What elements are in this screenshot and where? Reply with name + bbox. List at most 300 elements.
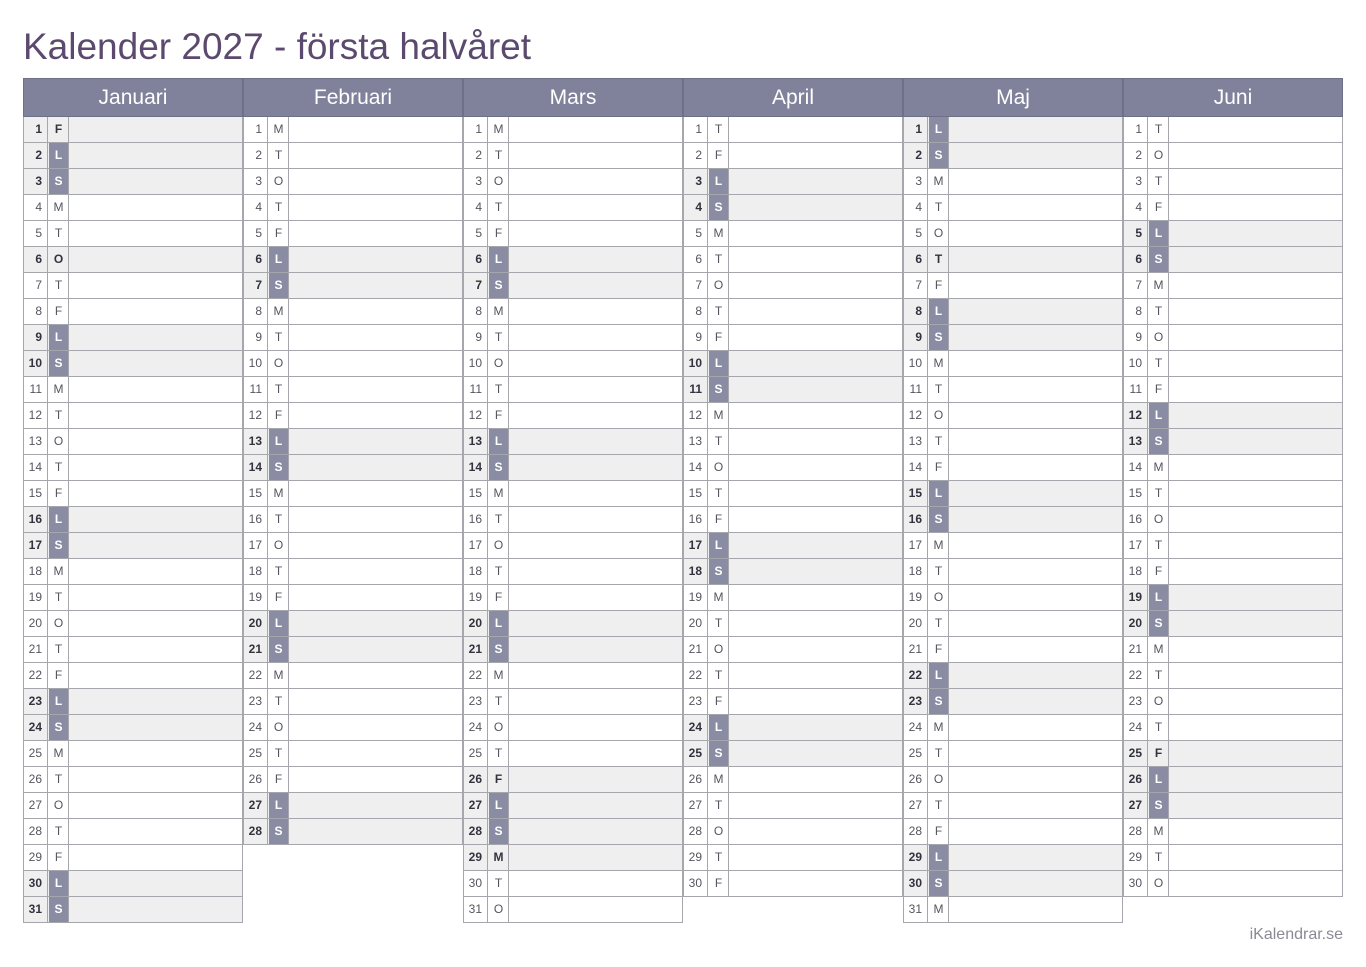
day-number: 7 bbox=[684, 273, 708, 298]
day-number: 19 bbox=[684, 585, 708, 610]
note-cell[interactable] bbox=[729, 117, 902, 142]
weekday-letter: M bbox=[489, 117, 509, 142]
note-cell[interactable] bbox=[509, 897, 682, 922]
weekday-letter: M bbox=[929, 533, 949, 558]
note-cell[interactable] bbox=[289, 117, 462, 142]
day-number: 21 bbox=[24, 637, 48, 662]
day-row bbox=[243, 299, 463, 325]
note-cell[interactable] bbox=[949, 351, 1122, 376]
weekday-letter: F bbox=[489, 585, 509, 610]
note-cell[interactable] bbox=[1169, 637, 1342, 662]
day-number: 20 bbox=[904, 611, 928, 636]
note-cell[interactable] bbox=[509, 481, 682, 506]
note-cell[interactable] bbox=[949, 767, 1122, 792]
note-cell[interactable] bbox=[1169, 663, 1342, 688]
note-cell[interactable] bbox=[949, 715, 1122, 740]
day-row bbox=[243, 793, 463, 819]
note-cell[interactable] bbox=[509, 741, 682, 766]
note-cell[interactable] bbox=[509, 793, 682, 818]
day-number: 21 bbox=[904, 637, 928, 662]
weekday-letter: M bbox=[49, 377, 69, 402]
note-cell[interactable] bbox=[1169, 507, 1342, 532]
note-cell[interactable] bbox=[289, 325, 462, 350]
day-row bbox=[1123, 585, 1343, 611]
weekday-letter: M bbox=[269, 663, 289, 688]
day-row bbox=[903, 689, 1123, 715]
note-cell[interactable] bbox=[949, 741, 1122, 766]
note-cell[interactable] bbox=[1169, 117, 1342, 142]
weekday-letter: T bbox=[709, 793, 729, 818]
note-cell[interactable] bbox=[69, 507, 242, 532]
day-number: 9 bbox=[24, 325, 48, 350]
note-cell[interactable] bbox=[949, 195, 1122, 220]
note-cell[interactable] bbox=[1169, 273, 1342, 298]
note-cell[interactable] bbox=[1169, 429, 1342, 454]
day-number: 4 bbox=[1124, 195, 1148, 220]
note-cell[interactable] bbox=[729, 169, 902, 194]
note-cell[interactable] bbox=[69, 741, 242, 766]
day-row bbox=[23, 897, 243, 923]
note-cell[interactable] bbox=[949, 377, 1122, 402]
day-row bbox=[1123, 637, 1343, 663]
month-header: Juni bbox=[1123, 78, 1343, 117]
note-cell[interactable] bbox=[289, 377, 462, 402]
note-cell[interactable] bbox=[509, 871, 682, 896]
note-cell[interactable] bbox=[69, 299, 242, 324]
note-cell[interactable] bbox=[289, 559, 462, 584]
day-row bbox=[23, 273, 243, 299]
note-cell[interactable] bbox=[729, 403, 902, 428]
note-cell[interactable] bbox=[729, 273, 902, 298]
weekday-letter: O bbox=[49, 611, 69, 636]
note-cell[interactable] bbox=[289, 429, 462, 454]
month-column bbox=[903, 78, 1123, 923]
day-row bbox=[243, 273, 463, 299]
day-number: 29 bbox=[24, 845, 48, 870]
note-cell[interactable] bbox=[69, 117, 242, 142]
day-number: 6 bbox=[1124, 247, 1148, 272]
day-number: 28 bbox=[904, 819, 928, 844]
day-row bbox=[243, 455, 463, 481]
note-cell[interactable] bbox=[949, 793, 1122, 818]
day-number: 12 bbox=[464, 403, 488, 428]
note-cell[interactable] bbox=[69, 689, 242, 714]
note-cell[interactable] bbox=[729, 871, 902, 896]
note-cell[interactable] bbox=[949, 117, 1122, 142]
weekday-letter: S bbox=[709, 741, 729, 766]
day-number: 23 bbox=[1124, 689, 1148, 714]
weekday-letter: M bbox=[709, 221, 729, 246]
day-number: 24 bbox=[464, 715, 488, 740]
note-cell[interactable] bbox=[509, 325, 682, 350]
note-cell[interactable] bbox=[289, 585, 462, 610]
weekday-letter: M bbox=[49, 195, 69, 220]
day-number: 18 bbox=[684, 559, 708, 584]
day-number: 10 bbox=[244, 351, 268, 376]
note-cell[interactable] bbox=[69, 767, 242, 792]
weekday-letter: M bbox=[929, 897, 949, 922]
note-cell[interactable] bbox=[509, 663, 682, 688]
note-cell[interactable] bbox=[1169, 169, 1342, 194]
note-cell[interactable] bbox=[949, 325, 1122, 350]
note-cell[interactable] bbox=[509, 819, 682, 844]
note-cell[interactable] bbox=[729, 325, 902, 350]
note-cell[interactable] bbox=[69, 637, 242, 662]
note-cell[interactable] bbox=[949, 819, 1122, 844]
note-cell[interactable] bbox=[949, 689, 1122, 714]
note-cell[interactable] bbox=[1169, 871, 1342, 896]
note-cell[interactable] bbox=[1169, 715, 1342, 740]
note-cell[interactable] bbox=[1169, 585, 1342, 610]
note-cell[interactable] bbox=[1169, 481, 1342, 506]
note-cell[interactable] bbox=[289, 143, 462, 168]
note-cell[interactable] bbox=[509, 455, 682, 480]
note-cell[interactable] bbox=[289, 169, 462, 194]
day-row bbox=[1123, 793, 1343, 819]
weekday-letter: F bbox=[1149, 377, 1169, 402]
note-cell[interactable] bbox=[729, 143, 902, 168]
note-cell[interactable] bbox=[509, 117, 682, 142]
note-cell[interactable] bbox=[1169, 247, 1342, 272]
weekday-letter: T bbox=[269, 559, 289, 584]
note-cell[interactable] bbox=[729, 559, 902, 584]
note-cell[interactable] bbox=[729, 481, 902, 506]
weekday-letter: F bbox=[929, 273, 949, 298]
note-cell[interactable] bbox=[949, 559, 1122, 584]
note-cell[interactable] bbox=[1169, 767, 1342, 792]
note-cell[interactable] bbox=[69, 377, 242, 402]
note-cell[interactable] bbox=[69, 403, 242, 428]
note-cell[interactable] bbox=[949, 221, 1122, 246]
note-cell[interactable] bbox=[729, 845, 902, 870]
weekday-letter: T bbox=[49, 585, 69, 610]
note-cell[interactable] bbox=[69, 247, 242, 272]
note-cell[interactable] bbox=[729, 715, 902, 740]
note-cell[interactable] bbox=[289, 741, 462, 766]
day-row bbox=[1123, 611, 1343, 637]
note-cell[interactable] bbox=[289, 819, 462, 844]
note-cell[interactable] bbox=[69, 871, 242, 896]
note-cell[interactable] bbox=[729, 195, 902, 220]
note-cell[interactable] bbox=[1169, 325, 1342, 350]
note-cell[interactable] bbox=[509, 559, 682, 584]
weekday-letter: F bbox=[929, 637, 949, 662]
note-cell[interactable] bbox=[1169, 689, 1342, 714]
note-cell[interactable] bbox=[509, 715, 682, 740]
note-cell[interactable] bbox=[69, 273, 242, 298]
note-cell[interactable] bbox=[949, 429, 1122, 454]
note-cell[interactable] bbox=[69, 533, 242, 558]
day-row bbox=[903, 897, 1123, 923]
weekday-letter: F bbox=[929, 455, 949, 480]
day-list bbox=[463, 117, 683, 923]
note-cell[interactable] bbox=[1169, 377, 1342, 402]
weekday-letter: T bbox=[49, 221, 69, 246]
day-row bbox=[463, 481, 683, 507]
day-number: 11 bbox=[1124, 377, 1148, 402]
day-number: 7 bbox=[904, 273, 928, 298]
note-cell[interactable] bbox=[949, 299, 1122, 324]
day-number: 18 bbox=[464, 559, 488, 584]
day-row bbox=[683, 585, 903, 611]
note-cell[interactable] bbox=[509, 377, 682, 402]
day-row bbox=[23, 429, 243, 455]
note-cell[interactable] bbox=[1169, 455, 1342, 480]
day-row bbox=[243, 143, 463, 169]
day-row bbox=[23, 377, 243, 403]
note-cell[interactable] bbox=[949, 871, 1122, 896]
note-cell[interactable] bbox=[949, 481, 1122, 506]
note-cell[interactable] bbox=[949, 585, 1122, 610]
day-number: 15 bbox=[464, 481, 488, 506]
note-cell[interactable] bbox=[509, 273, 682, 298]
day-number: 14 bbox=[684, 455, 708, 480]
weekday-letter: O bbox=[489, 169, 509, 194]
note-cell[interactable] bbox=[509, 637, 682, 662]
note-cell[interactable] bbox=[289, 533, 462, 558]
note-cell[interactable] bbox=[949, 637, 1122, 662]
note-cell[interactable] bbox=[69, 585, 242, 610]
note-cell[interactable] bbox=[729, 637, 902, 662]
weekday-letter: M bbox=[709, 403, 729, 428]
note-cell[interactable] bbox=[289, 455, 462, 480]
note-cell[interactable] bbox=[289, 273, 462, 298]
note-cell[interactable] bbox=[69, 663, 242, 688]
weekday-letter: O bbox=[929, 403, 949, 428]
note-cell[interactable] bbox=[69, 793, 242, 818]
note-cell[interactable] bbox=[949, 143, 1122, 168]
note-cell[interactable] bbox=[69, 455, 242, 480]
note-cell[interactable] bbox=[1169, 819, 1342, 844]
day-row bbox=[1123, 689, 1343, 715]
note-cell[interactable] bbox=[729, 429, 902, 454]
day-row bbox=[463, 143, 683, 169]
note-cell[interactable] bbox=[509, 351, 682, 376]
weekday-letter: F bbox=[709, 689, 729, 714]
note-cell[interactable] bbox=[289, 299, 462, 324]
day-number: 18 bbox=[1124, 559, 1148, 584]
day-number: 1 bbox=[684, 117, 708, 142]
note-cell[interactable] bbox=[1169, 195, 1342, 220]
note-cell[interactable] bbox=[289, 351, 462, 376]
note-cell[interactable] bbox=[289, 767, 462, 792]
note-cell[interactable] bbox=[729, 455, 902, 480]
note-cell[interactable] bbox=[729, 689, 902, 714]
note-cell[interactable] bbox=[949, 611, 1122, 636]
note-cell[interactable] bbox=[949, 845, 1122, 870]
day-row bbox=[23, 455, 243, 481]
weekday-letter: F bbox=[269, 221, 289, 246]
day-row bbox=[903, 819, 1123, 845]
note-cell[interactable] bbox=[289, 715, 462, 740]
note-cell[interactable] bbox=[1169, 351, 1342, 376]
note-cell[interactable] bbox=[949, 507, 1122, 532]
note-cell[interactable] bbox=[1169, 559, 1342, 584]
note-cell[interactable] bbox=[729, 663, 902, 688]
note-cell[interactable] bbox=[729, 351, 902, 376]
note-cell[interactable] bbox=[949, 455, 1122, 480]
note-cell[interactable] bbox=[729, 377, 902, 402]
note-cell[interactable] bbox=[729, 611, 902, 636]
day-row bbox=[463, 533, 683, 559]
note-cell[interactable] bbox=[1169, 793, 1342, 818]
note-cell[interactable] bbox=[69, 559, 242, 584]
day-number: 22 bbox=[904, 663, 928, 688]
note-cell[interactable] bbox=[509, 585, 682, 610]
note-cell[interactable] bbox=[69, 195, 242, 220]
day-row bbox=[1123, 351, 1343, 377]
day-number: 17 bbox=[1124, 533, 1148, 558]
day-number: 29 bbox=[684, 845, 708, 870]
note-cell[interactable] bbox=[949, 663, 1122, 688]
day-number: 9 bbox=[244, 325, 268, 350]
day-number: 10 bbox=[1124, 351, 1148, 376]
note-cell[interactable] bbox=[289, 221, 462, 246]
weekday-letter: O bbox=[269, 169, 289, 194]
note-cell[interactable] bbox=[509, 195, 682, 220]
note-cell[interactable] bbox=[729, 299, 902, 324]
weekday-letter: L bbox=[49, 325, 69, 350]
note-cell[interactable] bbox=[949, 403, 1122, 428]
note-cell[interactable] bbox=[509, 845, 682, 870]
note-cell[interactable] bbox=[69, 611, 242, 636]
weekday-letter: S bbox=[489, 637, 509, 662]
note-cell[interactable] bbox=[949, 897, 1122, 922]
note-cell[interactable] bbox=[1169, 403, 1342, 428]
note-cell[interactable] bbox=[729, 767, 902, 792]
note-cell[interactable] bbox=[949, 273, 1122, 298]
day-number: 2 bbox=[24, 143, 48, 168]
note-cell[interactable] bbox=[69, 221, 242, 246]
note-cell[interactable] bbox=[729, 247, 902, 272]
note-cell[interactable] bbox=[1169, 533, 1342, 558]
note-cell[interactable] bbox=[289, 481, 462, 506]
note-cell[interactable] bbox=[729, 507, 902, 532]
note-cell[interactable] bbox=[289, 689, 462, 714]
weekday-letter: L bbox=[709, 715, 729, 740]
day-row bbox=[683, 455, 903, 481]
weekday-letter: M bbox=[49, 559, 69, 584]
weekday-letter: L bbox=[709, 351, 729, 376]
note-cell[interactable] bbox=[509, 429, 682, 454]
day-number: 11 bbox=[464, 377, 488, 402]
day-number: 30 bbox=[24, 871, 48, 896]
day-number: 6 bbox=[684, 247, 708, 272]
note-cell[interactable] bbox=[509, 507, 682, 532]
note-cell[interactable] bbox=[69, 819, 242, 844]
note-cell[interactable] bbox=[1169, 221, 1342, 246]
note-cell[interactable] bbox=[1169, 845, 1342, 870]
note-cell[interactable] bbox=[509, 611, 682, 636]
weekday-letter: T bbox=[49, 403, 69, 428]
day-row bbox=[683, 637, 903, 663]
day-row bbox=[1123, 871, 1343, 897]
day-number: 2 bbox=[244, 143, 268, 168]
note-cell[interactable] bbox=[289, 507, 462, 532]
note-cell[interactable] bbox=[729, 221, 902, 246]
note-cell[interactable] bbox=[509, 767, 682, 792]
note-cell[interactable] bbox=[69, 429, 242, 454]
day-number: 1 bbox=[24, 117, 48, 142]
day-number: 24 bbox=[1124, 715, 1148, 740]
month-column bbox=[683, 78, 903, 897]
note-cell[interactable] bbox=[69, 897, 242, 922]
weekday-letter: T bbox=[1149, 533, 1169, 558]
note-cell[interactable] bbox=[509, 403, 682, 428]
day-row bbox=[683, 689, 903, 715]
day-row bbox=[243, 169, 463, 195]
weekday-letter: F bbox=[489, 767, 509, 792]
note-cell[interactable] bbox=[69, 715, 242, 740]
note-cell[interactable] bbox=[289, 247, 462, 272]
day-row bbox=[23, 403, 243, 429]
note-cell[interactable] bbox=[509, 169, 682, 194]
note-cell[interactable] bbox=[69, 169, 242, 194]
note-cell[interactable] bbox=[69, 351, 242, 376]
note-cell[interactable] bbox=[1169, 299, 1342, 324]
note-cell[interactable] bbox=[69, 845, 242, 870]
day-number: 9 bbox=[1124, 325, 1148, 350]
note-cell[interactable] bbox=[509, 221, 682, 246]
note-cell[interactable] bbox=[1169, 611, 1342, 636]
weekday-letter: L bbox=[929, 299, 949, 324]
note-cell[interactable] bbox=[289, 611, 462, 636]
note-cell[interactable] bbox=[729, 585, 902, 610]
day-number: 14 bbox=[904, 455, 928, 480]
note-cell[interactable] bbox=[949, 533, 1122, 558]
note-cell[interactable] bbox=[949, 169, 1122, 194]
day-number: 30 bbox=[464, 871, 488, 896]
note-cell[interactable] bbox=[69, 325, 242, 350]
note-cell[interactable] bbox=[509, 689, 682, 714]
day-number: 16 bbox=[464, 507, 488, 532]
day-number: 31 bbox=[24, 897, 48, 922]
day-number: 5 bbox=[244, 221, 268, 246]
note-cell[interactable] bbox=[949, 247, 1122, 272]
note-cell[interactable] bbox=[289, 637, 462, 662]
weekday-letter: T bbox=[709, 117, 729, 142]
note-cell[interactable] bbox=[1169, 741, 1342, 766]
day-number: 25 bbox=[1124, 741, 1148, 766]
note-cell[interactable] bbox=[289, 403, 462, 428]
note-cell[interactable] bbox=[509, 299, 682, 324]
day-row bbox=[903, 663, 1123, 689]
day-number: 26 bbox=[464, 767, 488, 792]
month-header: April bbox=[683, 78, 903, 117]
note-cell[interactable] bbox=[289, 663, 462, 688]
note-cell[interactable] bbox=[509, 533, 682, 558]
day-row bbox=[1123, 247, 1343, 273]
month-header: Februari bbox=[243, 78, 463, 117]
note-cell[interactable] bbox=[509, 143, 682, 168]
note-cell[interactable] bbox=[729, 793, 902, 818]
weekday-letter: O bbox=[1149, 325, 1169, 350]
note-cell[interactable] bbox=[509, 247, 682, 272]
note-cell[interactable] bbox=[289, 195, 462, 220]
day-number: 16 bbox=[904, 507, 928, 532]
note-cell[interactable] bbox=[289, 793, 462, 818]
note-cell[interactable] bbox=[69, 143, 242, 168]
day-number: 26 bbox=[1124, 767, 1148, 792]
weekday-letter: L bbox=[1149, 221, 1169, 246]
note-cell[interactable] bbox=[729, 741, 902, 766]
note-cell[interactable] bbox=[729, 533, 902, 558]
day-row bbox=[243, 663, 463, 689]
weekday-letter: L bbox=[929, 481, 949, 506]
note-cell[interactable] bbox=[729, 819, 902, 844]
note-cell[interactable] bbox=[69, 481, 242, 506]
note-cell[interactable] bbox=[1169, 143, 1342, 168]
